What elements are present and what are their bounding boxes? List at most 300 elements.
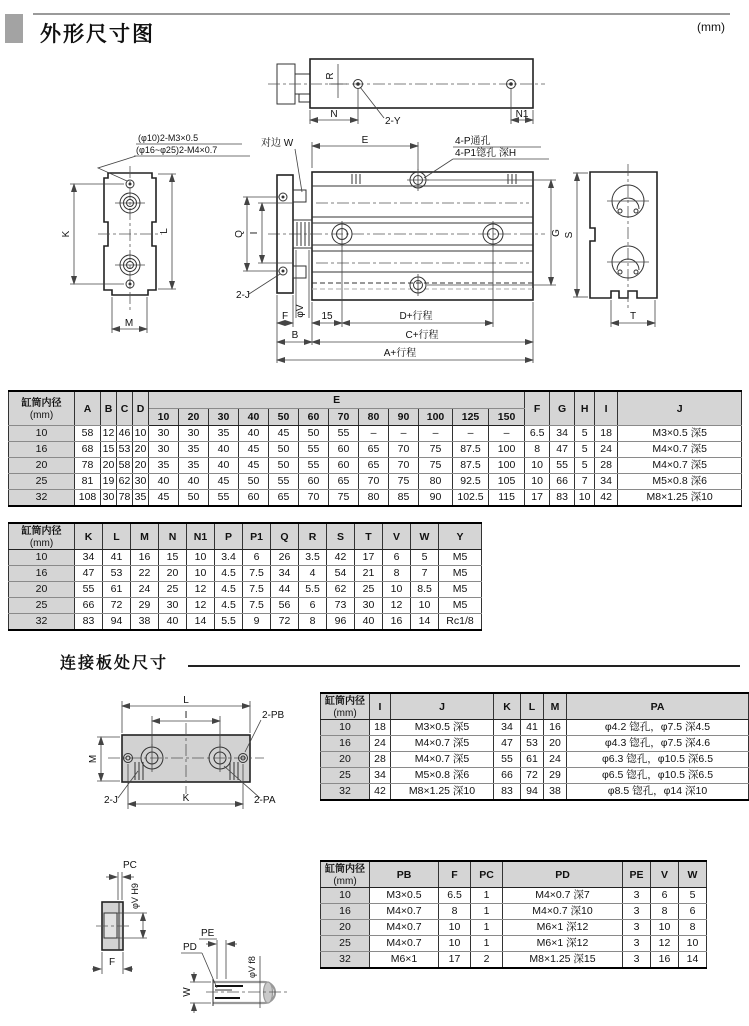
table-row xyxy=(321,952,707,969)
value-cell: 6.5 xyxy=(439,888,471,904)
col-header: R xyxy=(299,523,327,550)
value-cell: 6 xyxy=(651,888,679,904)
value-cell: 65 xyxy=(269,490,299,507)
value-cell: 10 xyxy=(411,598,439,614)
value-cell: 5 xyxy=(679,888,707,904)
value-cell: 3.5 xyxy=(299,550,327,566)
value-cell: 10 xyxy=(439,936,471,952)
unit-label: (mm) xyxy=(697,20,725,34)
value-cell: 16 xyxy=(651,952,679,969)
bore-cell: 25 xyxy=(321,936,370,952)
bore-cell: 20 xyxy=(9,582,75,598)
value-cell: 5.5 xyxy=(299,582,327,598)
value-cell: 4.5 xyxy=(215,582,243,598)
dim-label-r: R xyxy=(325,72,336,80)
value-cell: 1 xyxy=(471,888,503,904)
value-cell: M5×0.8 深6 xyxy=(618,474,742,490)
value-cell: 5 xyxy=(411,550,439,566)
port-note-line2: 4-P1锪孔 深H xyxy=(455,148,517,159)
col-header-e: 100 xyxy=(419,409,453,426)
value-cell: 8 xyxy=(383,566,411,582)
col-header: H xyxy=(575,391,595,426)
dim-label-n1: N1 xyxy=(515,109,529,120)
value-cell: 28 xyxy=(595,458,618,474)
value-cell: 6 xyxy=(299,598,327,614)
value-cell: 65 xyxy=(359,442,389,458)
col-header-bore: 缸筒内径 (mm) xyxy=(321,693,370,720)
value-cell: M4×0.7 xyxy=(370,920,439,936)
value-cell: 56 xyxy=(271,598,299,614)
value-cell: 4.5 xyxy=(215,566,243,582)
value-cell: 30 xyxy=(355,598,383,614)
value-cell: 10 xyxy=(133,426,149,442)
value-cell: 47 xyxy=(75,566,103,582)
col-header: V xyxy=(383,523,411,550)
value-cell: 105 xyxy=(489,474,525,490)
col-header: PE xyxy=(623,861,651,888)
value-cell: 8.5 xyxy=(411,582,439,598)
value-cell: 42 xyxy=(370,784,391,801)
dim-label-i: I xyxy=(249,231,260,235)
value-cell: 5 xyxy=(575,426,595,442)
value-cell: 90 xyxy=(419,490,453,507)
table-row xyxy=(321,904,707,920)
value-cell: 55 xyxy=(209,490,239,507)
col-header: F xyxy=(439,861,471,888)
value-cell: 40 xyxy=(209,442,239,458)
value-cell: 24 xyxy=(595,442,618,458)
col-header-e: 30 xyxy=(209,409,239,426)
col-header: J xyxy=(391,693,494,720)
value-cell: 83 xyxy=(494,784,521,801)
table-row xyxy=(321,768,749,784)
value-cell: 10 xyxy=(187,566,215,582)
table-row xyxy=(9,458,742,474)
value-cell: M3×0.5 xyxy=(370,888,439,904)
dim-label-m2: M xyxy=(88,754,99,764)
value-cell: 65 xyxy=(359,458,389,474)
value-cell: 53 xyxy=(521,736,544,752)
value-cell: M4×0.7 深5 xyxy=(391,752,494,768)
value-cell: 58 xyxy=(75,426,101,442)
value-cell: 21 xyxy=(355,566,383,582)
value-cell: 40 xyxy=(179,474,209,490)
value-cell: 40 xyxy=(355,614,383,631)
table-row xyxy=(9,490,742,507)
rod-end-drawing xyxy=(181,928,290,1013)
col-header-e: 60 xyxy=(299,409,329,426)
value-cell: 5 xyxy=(575,442,595,458)
value-cell: 18 xyxy=(595,426,618,442)
value-cell: 12 xyxy=(651,936,679,952)
value-cell: 8 xyxy=(439,904,471,920)
bore-cell: 20 xyxy=(9,458,75,474)
value-cell: 5.5 xyxy=(215,614,243,631)
value-cell: 102.5 xyxy=(453,490,489,507)
value-cell: 20 xyxy=(159,566,187,582)
value-cell: 60 xyxy=(329,458,359,474)
col-header: PA xyxy=(567,693,749,720)
value-cell: 3 xyxy=(623,904,651,920)
col-header: T xyxy=(355,523,383,550)
value-cell: 20 xyxy=(133,458,149,474)
value-cell: 20 xyxy=(544,736,567,752)
bore-cell: 25 xyxy=(9,598,75,614)
value-cell: M4×0.7 xyxy=(370,904,439,920)
col-header: P xyxy=(215,523,243,550)
value-cell: 7.5 xyxy=(243,566,271,582)
col-header: P1 xyxy=(243,523,271,550)
section2-title: 连接板处尺寸 xyxy=(60,655,169,672)
value-cell: 6.5 xyxy=(525,426,550,442)
value-cell: M4×0.7 深5 xyxy=(618,442,742,458)
value-cell: M8×1.25 深10 xyxy=(618,490,742,507)
value-cell: 7.5 xyxy=(243,582,271,598)
col-header-e: 20 xyxy=(179,409,209,426)
dim-label-phivh9: φV H9 xyxy=(130,883,140,909)
dim-label-q: Q xyxy=(234,230,245,238)
value-cell: 80 xyxy=(419,474,453,490)
dim-label-2pa: 2-PA xyxy=(254,795,276,806)
dim-label-2j2: 2-J xyxy=(104,795,118,806)
value-cell: 6 xyxy=(679,904,707,920)
section2-rule xyxy=(188,665,740,667)
dim-label-d-stroke: D+行程 xyxy=(399,311,433,322)
value-cell: φ8.5 锪孔，φ14 深10 xyxy=(567,784,749,801)
value-cell: 54 xyxy=(327,566,355,582)
value-cell: 55 xyxy=(75,582,103,598)
bore-cell: 16 xyxy=(9,566,75,582)
value-cell: 12 xyxy=(187,598,215,614)
value-cell: 35 xyxy=(133,490,149,507)
value-cell: 46 xyxy=(117,426,133,442)
value-cell: 1 xyxy=(471,920,503,936)
value-cell: 96 xyxy=(327,614,355,631)
value-cell: M6×1 深12 xyxy=(503,936,623,952)
value-cell: 38 xyxy=(544,784,567,801)
value-cell: 55 xyxy=(269,474,299,490)
value-cell: 78 xyxy=(117,490,133,507)
col-header: PB xyxy=(370,861,439,888)
thread-note-line1: (φ10)2-M3×0.5 xyxy=(138,133,199,143)
value-cell: 17 xyxy=(439,952,471,969)
value-cell: 3 xyxy=(623,952,651,969)
dim-label-pc: PC xyxy=(123,860,137,871)
col-header-e: 90 xyxy=(389,409,419,426)
col-header: I xyxy=(595,391,618,426)
value-cell: 47 xyxy=(550,442,575,458)
value-cell: 10 xyxy=(525,474,550,490)
value-cell: – xyxy=(389,426,419,442)
value-cell: – xyxy=(419,426,453,442)
connector-plate-drawing xyxy=(88,695,285,809)
value-cell: M8×1.25 深10 xyxy=(391,784,494,801)
value-cell: 28 xyxy=(370,752,391,768)
value-cell: 45 xyxy=(239,458,269,474)
value-cell: 17 xyxy=(525,490,550,507)
dim-label-e: E xyxy=(361,135,369,146)
value-cell: 53 xyxy=(103,566,131,582)
value-cell: 40 xyxy=(149,474,179,490)
value-cell: 15 xyxy=(159,550,187,566)
bore-cell: 10 xyxy=(321,888,370,904)
value-cell: M6×1 深12 xyxy=(503,920,623,936)
col-header: N1 xyxy=(187,523,215,550)
value-cell: 10 xyxy=(383,582,411,598)
dim-label-15: 15 xyxy=(321,311,333,322)
value-cell: 50 xyxy=(239,474,269,490)
value-cell: 10 xyxy=(575,490,595,507)
value-cell: M8×1.25 深15 xyxy=(503,952,623,969)
dimensions-table-2 xyxy=(8,522,482,631)
col-header-e-group: E xyxy=(149,391,525,409)
value-cell: 40 xyxy=(239,426,269,442)
value-cell: 4 xyxy=(299,566,327,582)
value-cell: 14 xyxy=(679,952,707,969)
bore-cell: 16 xyxy=(9,442,75,458)
value-cell: 100 xyxy=(489,442,525,458)
value-cell: 20 xyxy=(133,442,149,458)
table-row xyxy=(321,720,749,736)
value-cell: 92.5 xyxy=(453,474,489,490)
value-cell: 70 xyxy=(359,474,389,490)
col-header: V xyxy=(651,861,679,888)
col-header-e: 80 xyxy=(359,409,389,426)
value-cell: 8 xyxy=(679,920,707,936)
col-header: I xyxy=(370,693,391,720)
value-cell: 50 xyxy=(179,490,209,507)
col-header: N xyxy=(159,523,187,550)
value-cell: 108 xyxy=(75,490,101,507)
col-header-e: 40 xyxy=(239,409,269,426)
value-cell: 18 xyxy=(370,720,391,736)
bore-cell: 25 xyxy=(321,768,370,784)
table-row xyxy=(9,442,742,458)
value-cell: 115 xyxy=(489,490,525,507)
value-cell: 8 xyxy=(299,614,327,631)
value-cell: Rc1/8 xyxy=(439,614,482,631)
value-cell: 1 xyxy=(471,904,503,920)
col-header: A xyxy=(75,391,101,426)
value-cell: 3 xyxy=(623,936,651,952)
col-header: K xyxy=(75,523,103,550)
bore-cell: 32 xyxy=(321,784,370,801)
value-cell: 80 xyxy=(359,490,389,507)
col-header: F xyxy=(525,391,550,426)
value-cell: 81 xyxy=(75,474,101,490)
value-cell: 12 xyxy=(187,582,215,598)
value-cell: 7 xyxy=(411,566,439,582)
value-cell: 100 xyxy=(489,458,525,474)
value-cell: 75 xyxy=(419,458,453,474)
dim-label-2y: 2-Y xyxy=(385,116,401,127)
value-cell: 72 xyxy=(521,768,544,784)
dim-label-c-stroke: C+行程 xyxy=(405,330,439,341)
value-cell: – xyxy=(359,426,389,442)
table-row xyxy=(321,784,749,801)
table-row xyxy=(321,936,707,952)
value-cell: 25 xyxy=(159,582,187,598)
value-cell: 60 xyxy=(299,474,329,490)
value-cell: 10 xyxy=(679,936,707,952)
value-cell: 83 xyxy=(75,614,103,631)
value-cell: 85 xyxy=(389,490,419,507)
value-cell: 9 xyxy=(243,614,271,631)
value-cell: 34 xyxy=(271,566,299,582)
value-cell: 15 xyxy=(101,442,117,458)
table-row xyxy=(9,614,482,631)
table-row xyxy=(321,920,707,936)
value-cell: 55 xyxy=(329,426,359,442)
value-cell: 87.5 xyxy=(453,442,489,458)
value-cell: 38 xyxy=(131,614,159,631)
table-row xyxy=(9,566,482,582)
col-header: Y xyxy=(439,523,482,550)
dim-label-m: M xyxy=(124,318,134,329)
value-cell: 7 xyxy=(575,474,595,490)
value-cell: φ6.3 锪孔，φ10.5 深6.5 xyxy=(567,752,749,768)
bore-cell: 16 xyxy=(321,904,370,920)
col-header: G xyxy=(550,391,575,426)
plate-side-view-drawing xyxy=(92,860,147,974)
dim-label-l2: L xyxy=(183,695,189,706)
col-header: J xyxy=(618,391,742,426)
value-cell: 20 xyxy=(101,458,117,474)
value-cell: 62 xyxy=(117,474,133,490)
value-cell: 26 xyxy=(271,550,299,566)
value-cell: 72 xyxy=(103,598,131,614)
col-header: M xyxy=(131,523,159,550)
value-cell: M5×0.8 深6 xyxy=(391,768,494,784)
value-cell: 50 xyxy=(269,458,299,474)
value-cell: 12 xyxy=(383,598,411,614)
dim-label-k: K xyxy=(61,230,72,238)
value-cell: 22 xyxy=(131,566,159,582)
value-cell: 24 xyxy=(131,582,159,598)
value-cell: 1 xyxy=(471,936,503,952)
value-cell: 53 xyxy=(117,442,133,458)
value-cell: 19 xyxy=(101,474,117,490)
value-cell: M4×0.7 深5 xyxy=(391,736,494,752)
value-cell: 4.5 xyxy=(215,598,243,614)
col-header-e: 150 xyxy=(489,409,525,426)
table-row xyxy=(321,888,707,904)
thread-note-line2: (φ16~φ25)2-M4×0.7 xyxy=(136,145,218,155)
value-cell: 35 xyxy=(179,442,209,458)
dim-label-2j: 2-J xyxy=(236,290,250,301)
value-cell: 78 xyxy=(75,458,101,474)
dim-label-pd: PD xyxy=(183,942,197,953)
value-cell: 44 xyxy=(271,582,299,598)
bore-cell: 16 xyxy=(321,736,370,752)
value-cell: 50 xyxy=(269,442,299,458)
value-cell: 94 xyxy=(521,784,544,801)
value-cell: 24 xyxy=(544,752,567,768)
front-view-drawing xyxy=(61,133,250,333)
value-cell: 42 xyxy=(595,490,618,507)
col-header: PC xyxy=(471,861,503,888)
dim-label-f2: F xyxy=(108,957,116,968)
dim-label-l: L xyxy=(159,228,170,234)
dim-label-g: G xyxy=(551,229,562,237)
value-cell: 2 xyxy=(471,952,503,969)
value-cell: – xyxy=(453,426,489,442)
value-cell: 62 xyxy=(327,582,355,598)
value-cell: 58 xyxy=(117,458,133,474)
port-note-line1: 4-P通孔 xyxy=(455,136,491,147)
value-cell: M3×0.5 深5 xyxy=(618,426,742,442)
value-cell: 16 xyxy=(383,614,411,631)
value-cell: 72 xyxy=(271,614,299,631)
value-cell: 55 xyxy=(299,458,329,474)
value-cell: 60 xyxy=(329,442,359,458)
value-cell: 30 xyxy=(133,474,149,490)
col-header-e: 125 xyxy=(453,409,489,426)
value-cell: 35 xyxy=(149,458,179,474)
page-title: 外形尺寸图 xyxy=(40,23,155,46)
bore-cell: 32 xyxy=(9,614,75,631)
value-cell: 3 xyxy=(623,920,651,936)
value-cell: 40 xyxy=(209,458,239,474)
col-header-bore: 缸筒内径 (mm) xyxy=(9,391,75,426)
table-row xyxy=(321,752,749,768)
value-cell: 16 xyxy=(544,720,567,736)
value-cell: 8 xyxy=(651,904,679,920)
value-cell: 75 xyxy=(329,490,359,507)
col-header-e: 50 xyxy=(269,409,299,426)
dim-label-f: F xyxy=(281,311,289,322)
value-cell: 29 xyxy=(544,768,567,784)
value-cell: 83 xyxy=(550,490,575,507)
value-cell: M5 xyxy=(439,550,482,566)
dim-label-phiv: φV xyxy=(295,304,306,318)
col-header: W xyxy=(679,861,707,888)
value-cell: 45 xyxy=(239,442,269,458)
value-cell: M5 xyxy=(439,566,482,582)
value-cell: M4×0.7 深10 xyxy=(503,904,623,920)
col-header-e: 10 xyxy=(149,409,179,426)
value-cell: 55 xyxy=(299,442,329,458)
value-cell: 10 xyxy=(187,550,215,566)
value-cell: 14 xyxy=(187,614,215,631)
dim-label-b: B xyxy=(291,330,299,341)
value-cell: 30 xyxy=(149,426,179,442)
value-cell: 60 xyxy=(239,490,269,507)
bore-cell: 32 xyxy=(321,952,370,969)
value-cell: M4×0.7 深5 xyxy=(618,458,742,474)
dim-label-k2: K xyxy=(182,793,190,804)
dim-label-t: T xyxy=(629,311,637,322)
side-view-drawing xyxy=(564,164,657,327)
value-cell: M5 xyxy=(439,598,482,614)
main-view-drawing xyxy=(234,134,562,363)
value-cell: 25 xyxy=(355,582,383,598)
value-cell: 35 xyxy=(179,458,209,474)
dimensions-table-main xyxy=(8,390,742,507)
value-cell: 41 xyxy=(521,720,544,736)
value-cell: 87.5 xyxy=(453,458,489,474)
value-cell: 7.5 xyxy=(243,598,271,614)
col-header: Q xyxy=(271,523,299,550)
col-header: D xyxy=(133,391,149,426)
value-cell: 30 xyxy=(101,490,117,507)
value-cell: 66 xyxy=(494,768,521,784)
dim-label-i2: I xyxy=(184,710,188,721)
connector-plate-table xyxy=(320,692,749,801)
value-cell: 10 xyxy=(439,920,471,936)
bore-cell: 20 xyxy=(321,920,370,936)
value-cell: 6 xyxy=(243,550,271,566)
